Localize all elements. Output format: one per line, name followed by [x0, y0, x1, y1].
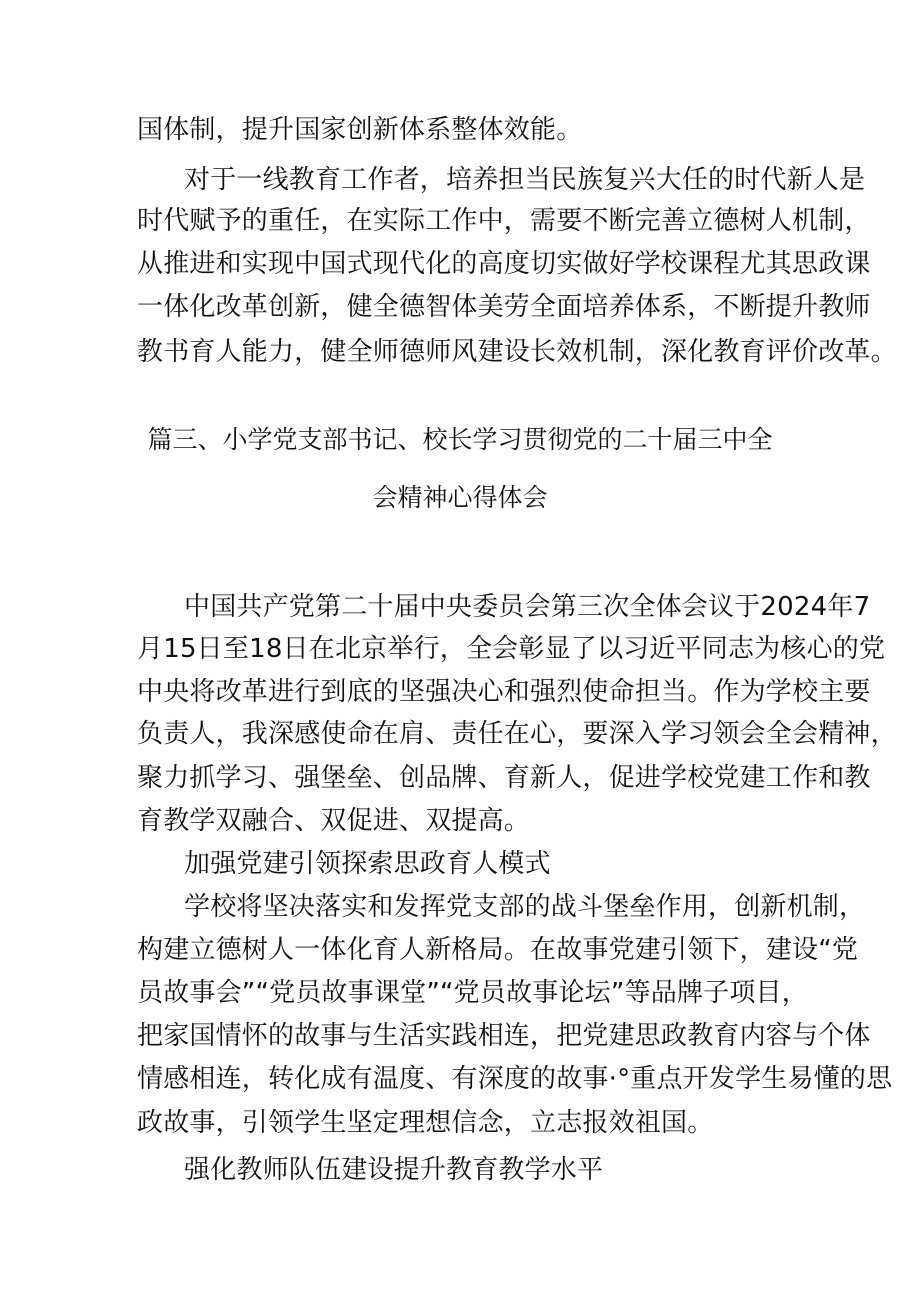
paragraph-4-line-3: 员故事会”“党员故事课堂”“党员故事论坛”等品牌子项目， — [137, 978, 808, 1008]
paragraph-2-line-1: 对于一线教育工作者，培养担当民族复兴大任的时代新人是 — [184, 165, 866, 195]
paragraph-4-line-1: 学校将坚决落实和发挥党支部的战斗堡垒作用，创新机制， — [184, 892, 866, 922]
paragraph-3-line-1: 中国共产党第二十届中央委员会第三次全体会议于2024年7 — [184, 592, 871, 622]
paragraph-2-line-3: 从推进和实现中国式现代化的高度切实做好学校课程尤其思政课 — [137, 249, 871, 279]
paragraph-2-line-4: 一体化改革创新，健全德智体美劳全面培养体系，不断提升教师 — [137, 292, 871, 322]
paragraph-3-line-6: 育教学双融合、双促进、双提高。 — [137, 806, 531, 836]
paragraph-4-line-2: 构建立德树人一体化育人新格局。在故事党建引领下，建设“党 — [137, 935, 859, 965]
paragraph-3-line-2: 月15日至18日在北京举行，全会彰显了以习近平同志为核心的党 — [137, 634, 886, 664]
paragraph-4-line-5: 情感相连，转化成有温度、有深度的故事·°重点开发学生易懂的思 — [137, 1064, 893, 1094]
section-title-line-1: 篇三、小学党支部书记、校长学习贯彻党的二十届三中全 — [147, 425, 773, 454]
heading-party-building: 加强党建引领探索思政育人模式 — [184, 849, 551, 879]
paragraph-4-line-6: 政故事，引领学生坚定理想信念，立志报效祖国。 — [137, 1108, 714, 1138]
paragraph-2-line-5: 教书育人能力，健全师德师风建设长效机制，深化教育评价改革。 — [137, 337, 897, 367]
section-title-line-2: 会精神心得体会 — [372, 483, 548, 512]
paragraph-4-line-4: 把家国情怀的故事与生活实践相连，把党建思政教育内容与个体 — [137, 1021, 871, 1051]
paragraph-3-line-3: 中央将改革进行到底的坚强决心和强烈使命担当。作为学校主要 — [137, 677, 871, 707]
paragraph-2-line-2: 时代赋予的重任，在实际工作中，需要不断完善立德树人机制， — [137, 206, 871, 236]
paragraph-3-line-4: 负责人，我深感使命在肩、责任在心，要深入学习领会全会精神， — [137, 719, 897, 749]
paragraph-1-line-1: 国体制，提升国家创新体系整体效能。 — [137, 115, 583, 145]
heading-teacher-team: 强化教师队伍建设提升教育教学水平 — [184, 1155, 604, 1185]
paragraph-3-line-5: 聚力抓学习、强堡垒、创品牌、育新人，促进学校党建工作和教 — [137, 763, 871, 793]
